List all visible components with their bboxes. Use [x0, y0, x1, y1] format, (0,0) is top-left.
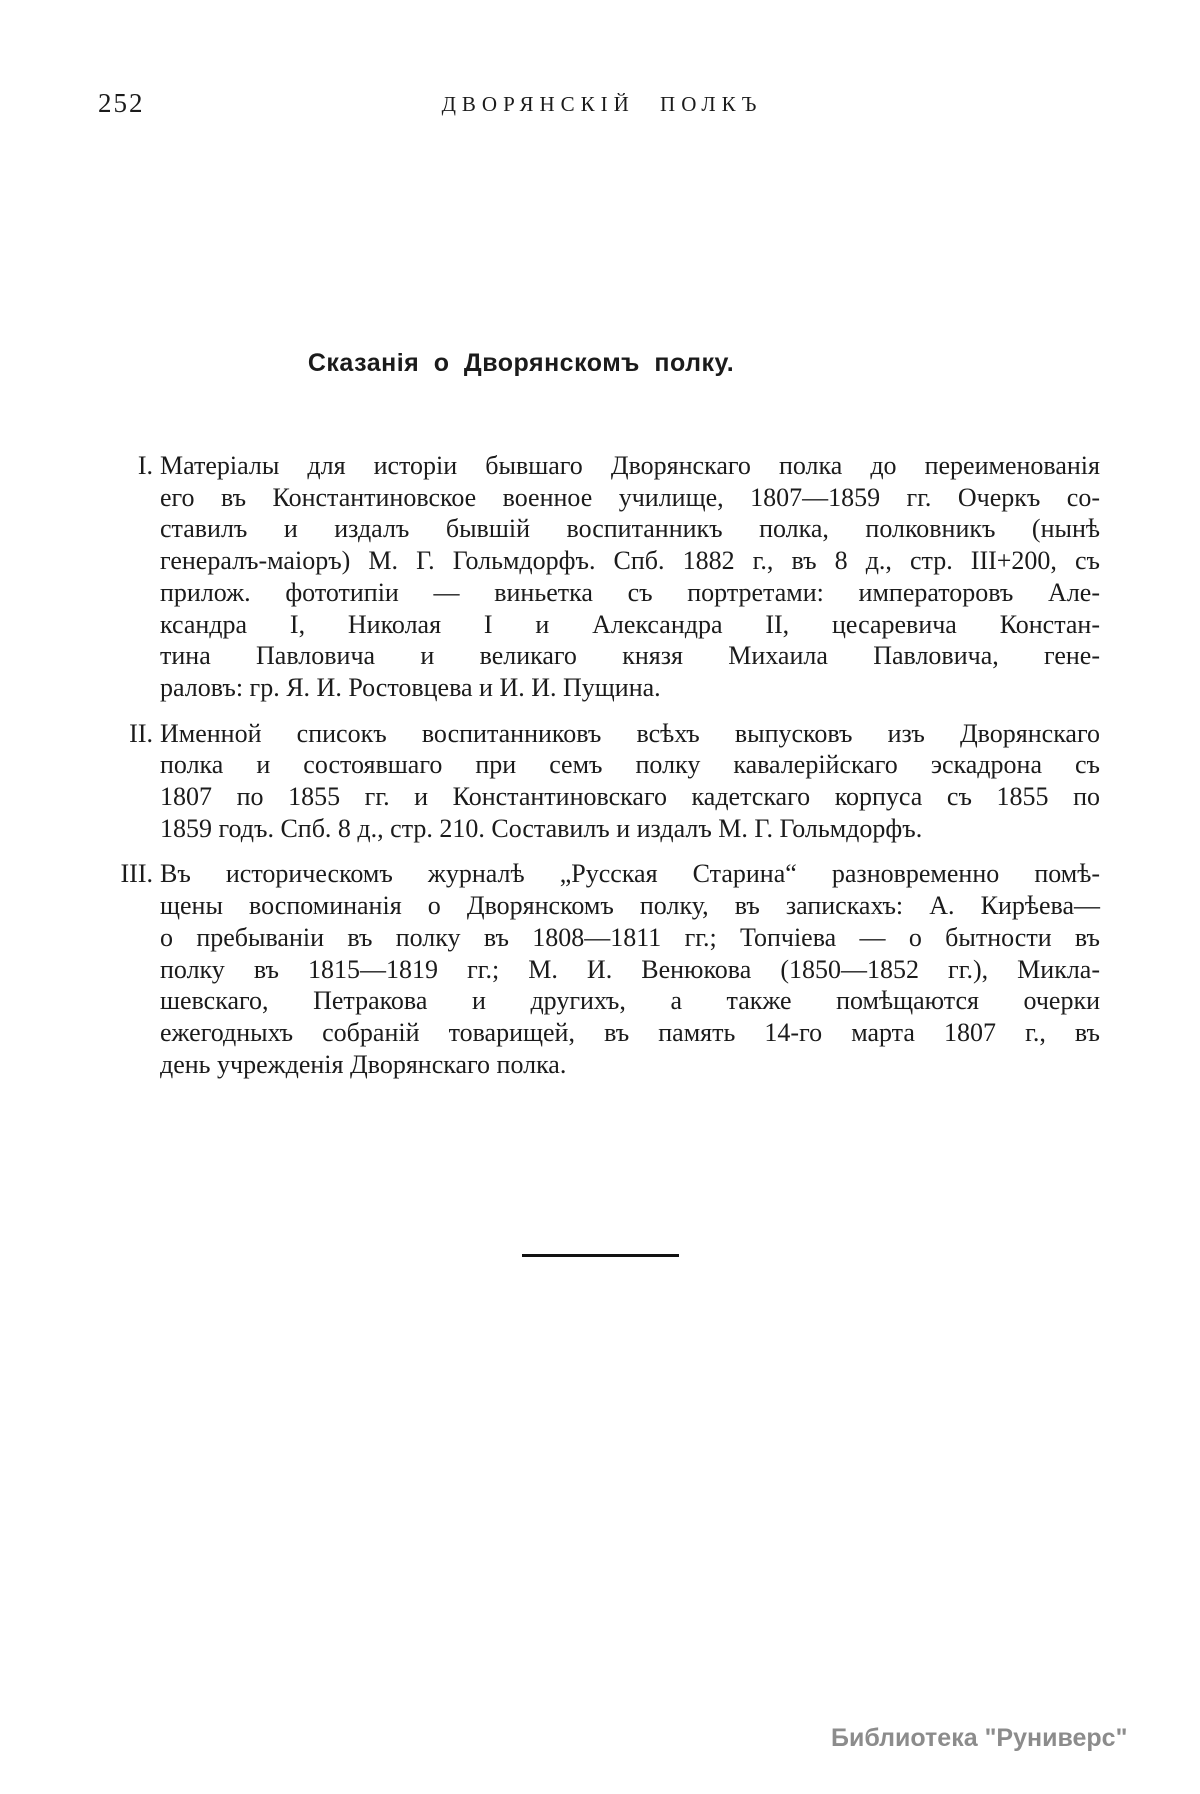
- text-line: полку въ 1815—1819 гг.; М. И. Венюкова (1850—1852 гг.), Микла-: [160, 954, 1100, 984]
- text-line: шевскаго, Петракова и другихъ, а также помѣщаются очерки: [160, 986, 1100, 1016]
- item-text: [160, 718, 1100, 845]
- item-numeral: I.: [137, 451, 153, 480]
- bibliography-item-3: [110, 858, 1100, 1080]
- item-numeral: III.: [120, 859, 153, 889]
- text-line: Матеріалы для исторіи бывшаго Дворянскаго полка до переименованія: [160, 451, 1100, 480]
- bibliography-item-2: [110, 718, 1100, 845]
- text-line: генералъ-маіоръ) М. Г. Гольмдорфъ. Спб. 1882 г., въ 8 д., стр. III+200, съ: [160, 546, 1100, 576]
- bibliography-item-1: [110, 450, 1100, 704]
- running-header: ДВОРЯНСКІЙ ПОЛКЪ: [441, 92, 763, 116]
- text-line: Въ историческомъ журналѣ „Русская Старина“ разновременно помѣ-: [160, 859, 1100, 889]
- text-line: щены воспоминанія о Дворянскомъ полку, въ запискахъ: А. Кирѣева—: [160, 891, 1100, 921]
- item-numeral: II.: [129, 718, 153, 748]
- text-line: ксандра I, Николая I и Александра II, цесаревича Констан-: [160, 609, 1100, 639]
- library-watermark: Библиотека "Руниверс": [831, 1724, 1128, 1752]
- text-line: прилож. фототипіи — виньетка съ портретами: императоровъ Але-: [160, 577, 1100, 607]
- text-line: 1807 по 1855 гг. и Константиновскаго кадетскаго корпуса съ 1855 по: [160, 782, 1100, 812]
- text-line: раловъ: гр. Я. И. Ростовцева и И. И. Пущина.: [160, 672, 661, 702]
- section-title: Сказанія о Дворянскомъ полку.: [307, 349, 735, 377]
- text-line: ставилъ и издалъ бывшій воспитанникъ полка, полковникъ (нынѣ: [160, 514, 1100, 544]
- bibliography-list: [110, 450, 1100, 1080]
- text-line: тина Павловича и великаго князя Михаила Павловича, гене-: [160, 641, 1100, 671]
- text-line: ежегодныхъ собраній товарищей, въ память 14-го марта 1807 г., въ: [160, 1017, 1100, 1047]
- text-line: Именной списокъ воспитанниковъ всѣхъ выпусковъ изъ Дворянскаго: [160, 718, 1100, 748]
- text-line: полка и состоявшаго при семъ полку кавалерійскаго эскадрона съ: [160, 750, 1100, 780]
- item-text: [160, 450, 1100, 704]
- text-line: его въ Константиновское военное училище, 1807—1859 гг. Очеркъ со-: [160, 482, 1100, 512]
- item-text: [160, 858, 1100, 1080]
- text-line: 1859 годъ. Спб. 8 д., стр. 210. Составилъ и издалъ М. Г. Гольмдорфъ.: [160, 813, 923, 843]
- page-number: 252: [98, 88, 145, 118]
- section-divider: [522, 1254, 679, 1257]
- text-line: о пребываніи въ полку въ 1808—1811 гг.; Топчіева — о бытности въ: [160, 922, 1100, 952]
- text-line: день учрежденія Дворянскаго полка.: [160, 1049, 567, 1079]
